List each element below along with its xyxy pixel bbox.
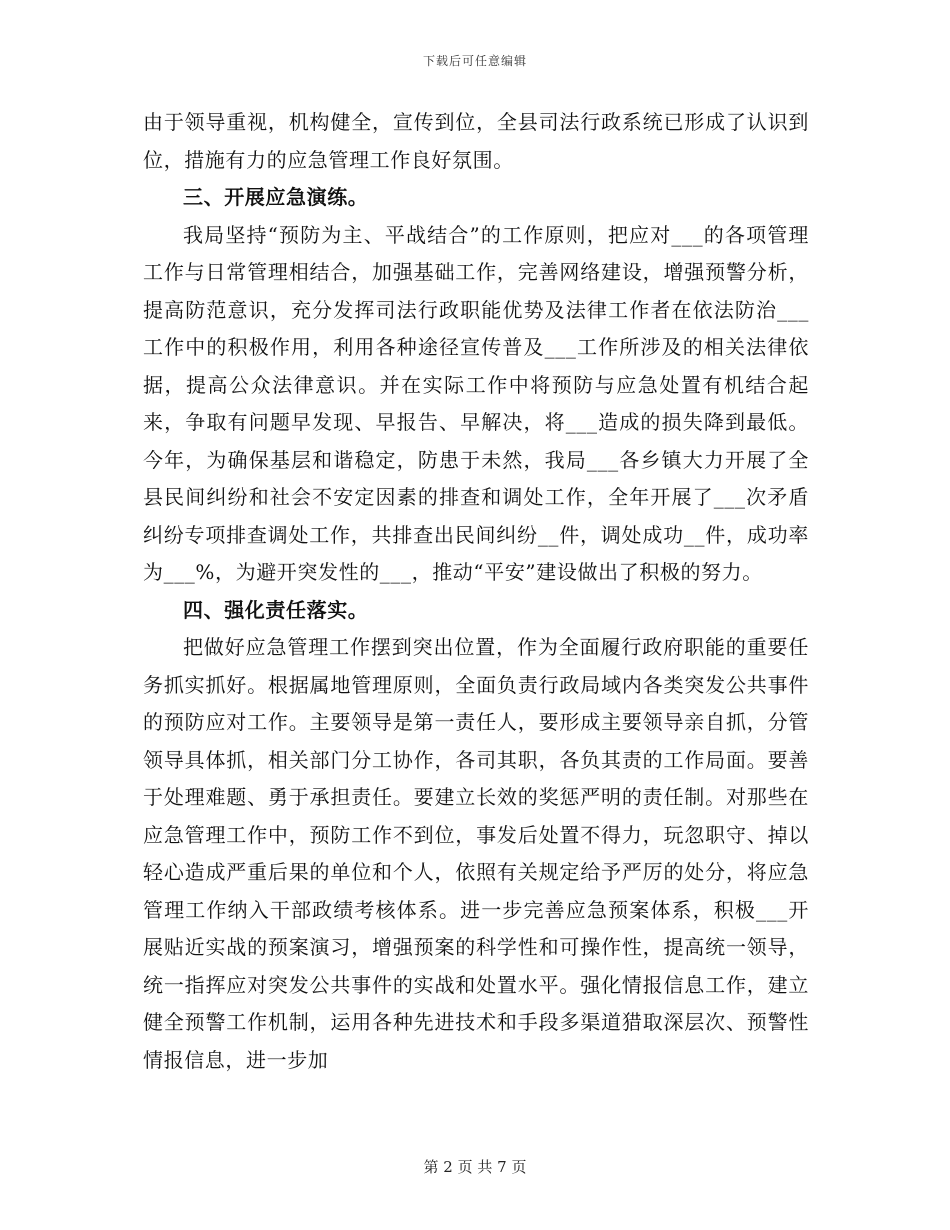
page-footer: 第 2 页 共 7 页 [423,1158,527,1176]
section-heading-3: 三、开展应急演练。 [183,185,369,209]
paragraph-responsibility: 把做好应急管理工作摆到突出位置，作为全面履行政府职能的重要任务抓实抓好。根据属地管理原则，全面负责行政局域内各类突发公共事件的预防应对工作。主要领导是第一责任人，要形成主要领导亲自抓，分管领导具体抓，相关部门分工协作，各司其职，各负其责的工作局面。要善于处理难题、勇于承担责任。要建立长效的奖惩严明的责任制。对那些在应急管理工作中，预防工作不到位，事发后处置不得力，玩忽职守、掉以轻心造成严重后果的单位和个人，依照有关规定给予严厉的处分，将应急管理工作纳入干部政绩考核体系。进一步完善应急预案体系，积极___开展贴近实战的预案演习，增强预案的科学性和可操作性，提高统一领导，统一指挥应对突发公共事件的实战和处置水平。强化情报信息工作，建立健全预警工作机制，运用各种先进技术和手段多渠道猎取深层次、预警性情报信息，进一步加 [143,635,809,1072]
section-heading-4: 四、强化责任落实。 [183,597,369,622]
document-body [143,104,809,1079]
page-header: 下载后可任意编辑 [422,54,527,68]
paragraph-emergency-drill: 我局坚持“预防为主、平战结合”的工作原则，把应对___的各项管理工作与日常管理相结合，加强基础工作，完善网络建设，增强预警分析，提高防范意识，充分发挥司法行政职能优势及法律工作者在依法防治___工作中的积极作用，利用各种途径宣传普及___工作所涉及的相关法律依据，提高公众法律意识。并在实际工作中将预防与应急处置有机结合起来，争取有问题早发现、早报告、早解决，将___造成的损失降到最低。今年，为确保基层和谐稳定，防患于未然，我局___各乡镇大力开展了全县民间纠纷和社会不安定因素的排查和调处工作，全年开展了___次矛盾纠纷专项排查调处工作，共排查出民间纠纷__件，调处成功__件，成功率为___%，为避开突发性的___，推动“平安”建设做出了积极的努力。 [143,222,809,584]
paragraph-continued: 由于领导重视，机构健全，宣传到位，全县司法行政系统已形成了认识到位，措施有力的应急管理工作良好氛围。 [143,110,809,172]
